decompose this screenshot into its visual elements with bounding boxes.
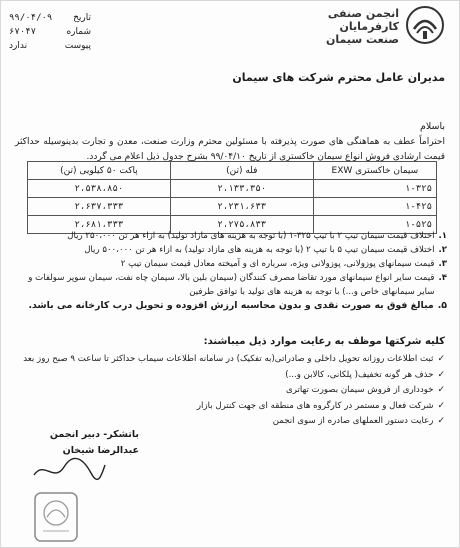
note-item: [15, 271, 447, 299]
checkmark-icon: ✓: [437, 354, 445, 364]
official-stamp-icon: [31, 489, 81, 545]
note-text: اختلاف قیمت سیمان تیپ ۵ با تیپ ۲ (با توجه به هزینه های مازاد تولید) به ازاء هر تن ۵۰۰،۰۰۰ ریال: [84, 245, 435, 255]
cell-cement-type: ۱-۳۲۵: [313, 180, 436, 198]
obligation-item: [15, 368, 445, 384]
cell-bulk-price: ۲،۱۳۳،۳۵۰: [170, 180, 313, 198]
meta-date-label: تاریخ: [73, 13, 91, 23]
note-item: [15, 243, 447, 257]
note-number: ۴.: [438, 273, 447, 283]
note-text: قیمت سایر انواع سیمانهای مورد تقاضا مصرف کنندگان (سیمان بلین بالا، سیمان چاه نفت، سیمان سوپر سولفات و سایر سیمانهای خاص و...) با توجه به هزینه های تولید با توافق طرفین: [28, 273, 435, 297]
checkmark-icon: ✓: [437, 369, 445, 380]
note-item: [15, 257, 447, 271]
org-name-line-2: کارفرمایان: [339, 20, 399, 33]
obligation-text: شرکت فعال و مستمر در کارگروه های منطقه ای جهت کنترل بازار: [196, 400, 434, 411]
obligation-item: [15, 383, 445, 399]
meta-attachment-value: ندارد: [9, 41, 28, 51]
checkmark-icon: ✓: [437, 385, 445, 395]
org-name-block: [289, 7, 399, 46]
cell-cement-type: ۱-۴۲۵: [313, 198, 436, 216]
cell-cement-type: ۱-۵۲۵: [313, 216, 436, 234]
obligations-title: کلیه شرکتها موظف به رعایت موارد ذیل میباشند:: [203, 336, 445, 347]
note-text: مبالغ فوق به صورت نقدی و بدون محاسبه ارزش افزوده و تحویل درب کارخانه می باشد.: [28, 300, 434, 311]
meta-attachment: [9, 39, 91, 53]
obligation-text: ثبت اطلاعات روزانه تحویل داخلی و صادراتی(به تفکیک) در سامانه اطلاعات سیماب حداکثر تا ساعت ۹ صبح روز بعد: [23, 354, 434, 364]
meta-number-value: ۶۷۰۴۷: [9, 27, 37, 37]
note-number: ۵.: [437, 300, 447, 311]
note-item: [15, 229, 447, 243]
org-name-line-1: انجمن صنفی: [327, 7, 399, 20]
notes-list: [15, 229, 447, 313]
meta-number-label: شماره: [66, 27, 91, 37]
checkmark-icon: ✓: [437, 416, 445, 426]
note-number: ۱.: [438, 231, 447, 241]
handwritten-signature-icon: [29, 455, 109, 485]
obligation-text: خودداری از فروش سیمان بصورت تهاتری: [286, 385, 434, 395]
letter-meta: [9, 11, 91, 53]
obligations-list: [15, 352, 445, 430]
note-text: اختلاف قیمت سیمان تیپ ۲ با تیپ ۳۲۵-۱ (با توجه به هزینه های مازاد تولید) به ازاء هر تن ۲۵۰،۰۰۰ ریال: [67, 231, 435, 241]
price-table: [27, 161, 437, 234]
obligation-text: رعایت دستور العملهای صادره از سوی انجمن: [272, 416, 434, 426]
signature-block: [19, 427, 139, 459]
signature-name: عبدالرضا شیخان: [62, 445, 139, 456]
org-name-line-3: صنعت سیمان: [325, 33, 399, 46]
meta-number: [9, 25, 91, 39]
obligation-text: حذف هر گونه تخفیف( پلکانی، کالابن و...): [285, 369, 434, 380]
cell-bag-price: ۲،۶۸۱،۳۳۳: [28, 216, 171, 234]
header-bulk: فله (تن): [170, 162, 313, 180]
obligation-item: [15, 399, 445, 415]
table-header-row: [28, 162, 437, 180]
cell-bag-price: ۲،۵۳۸،۸۵۰: [28, 180, 171, 198]
table-row: [28, 198, 437, 216]
letter-title: مدیران عامل محترم شرکت های سیمان: [232, 71, 445, 84]
greeting: باسلام: [419, 121, 445, 132]
note-text: قیمت سیمانهای پوزولانی، پوزولانی ویژه، سرباره ای و آمیخته معادل قیمت سیمان تیپ ۲: [120, 259, 435, 269]
meta-attachment-label: پیوست: [64, 41, 91, 51]
intro-paragraph: احتراماً عطف به هماهنگی های صورت پذیرفته با مسئولین محترم وزارت صنعت، معدن و تجارت بدینوسیله حداکثر قیمت ارشادی فروش انواع سیمان خاکستری از تاریخ ۹۹/۰۴/۱۰ بشرح جدول ذیل اعلام می گردد.: [15, 137, 445, 162]
checkmark-icon: ✓: [437, 400, 445, 411]
meta-date: [9, 11, 91, 25]
note-number: ۲.: [438, 245, 447, 255]
signature-role: باتشکر- دبیر انجمن: [49, 429, 139, 440]
header-bag: پاکت ۵۰ کیلویی (تن): [28, 162, 171, 180]
table-row: [28, 180, 437, 198]
cell-bulk-price: ۲،۲۷۵،۸۳۳: [170, 216, 313, 234]
meta-date-value: ۹۹/۰۴/۰۹: [9, 13, 53, 23]
note-number: ۳.: [438, 259, 447, 269]
association-logo-icon: [405, 5, 445, 45]
note-item: [15, 299, 447, 313]
obligation-item: [15, 352, 445, 368]
cell-bag-price: ۲،۶۳۷،۳۳۳: [28, 198, 171, 216]
cell-bulk-price: ۲،۲۳۱،۶۳۳: [170, 198, 313, 216]
letterhead: [285, 5, 445, 47]
header-cement-type: سیمان خاکستری EXW: [313, 162, 436, 180]
